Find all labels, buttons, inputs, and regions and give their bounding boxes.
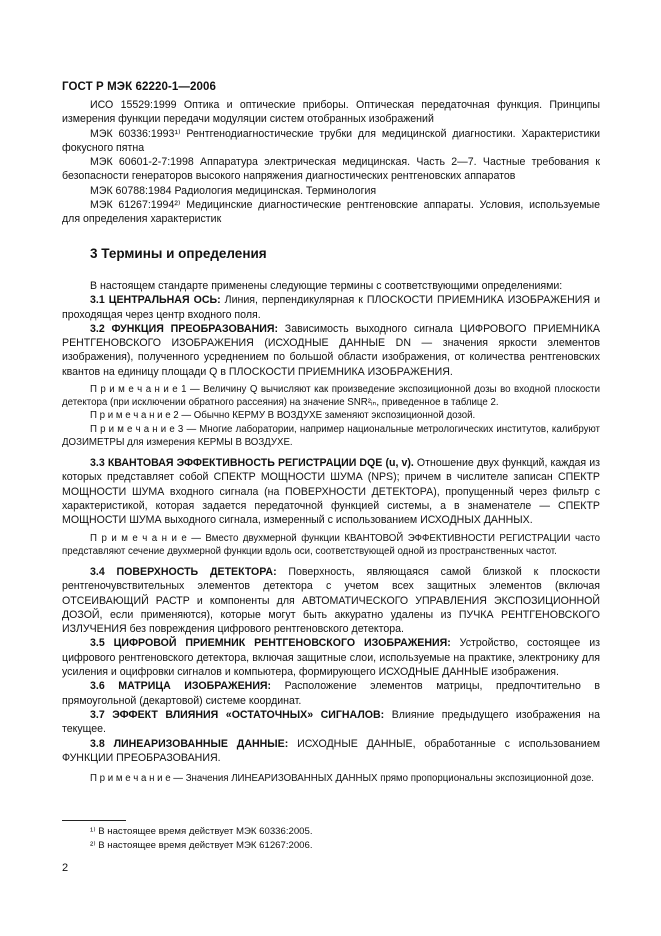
term-3-1 bbox=[62, 293, 600, 322]
term-definition: Влияние предыдущего изображения на текущее. bbox=[62, 708, 600, 736]
term-name: 3.7 ЭФФЕКТ ВЛИЯНИЯ «ОСТАТОЧНЫХ» СИГНАЛОВ: bbox=[90, 708, 385, 721]
footnote: ²⁾ В настоящее время действует МЭК 61267:2006. bbox=[90, 840, 313, 851]
term-3-3 bbox=[62, 456, 600, 527]
term-3-5 bbox=[62, 636, 600, 679]
term-name: 3.5 ЦИФРОВОЙ ПРИЕМНИК РЕНТГЕНОВСКОГО ИЗОБРАЖЕНИЯ: bbox=[90, 637, 451, 650]
term-name: 3.1 ЦЕНТРАЛЬНАЯ ОСЬ: bbox=[90, 294, 221, 307]
term-definition: Устройство, состоящее из цифрового рентгеновского детектора, включая защитные слои, используемые на практике, электронику для усиления и оцифровки сигналов и компьютера, формирующего ИСХОДНЫЕ ДАННЫЕ изображения. bbox=[62, 637, 600, 679]
page-number: 2 bbox=[62, 862, 69, 874]
term-name: 3.4 ПОВЕРХНОСТЬ ДЕТЕКТОРА: bbox=[90, 565, 277, 578]
note: П р и м е ч а н и е 1 — Величину Q вычисляют как произведение экспозиционной дозы во входной плоскости детектора (при исключении обратного рассеяния) на значение SNR²ᵢₙ, приведенное в таблице 2. bbox=[62, 384, 600, 409]
intro-paragraph: В настоящем стандарте применены следующие термины с соответствующими определениями: bbox=[90, 280, 563, 292]
term-definition: Зависимость выходного сигнала ЦИФРОВОГО ПРИЕМНИКА РЕНТГЕНОВСКОГО ИЗОБРАЖЕНИЯ (ИСХОДНЫЕ ДАННЫЕ DN — значения яркости элементов изображения), полученного усреднением по большой области изображения, от количества рентгеновских квантов на единицу площади Q в ПЛОСКОСТИ ПРИЕМНИКА ИЗОБРАЖЕНИЯ. bbox=[62, 322, 600, 378]
note: П р и м е ч а н и е 3 — Многие лаборатории, например национальные метрологических институтов, калибруют ДОЗИМЕТРЫ для измерения КЕРМЫ В ВОЗДУХЕ. bbox=[62, 423, 600, 448]
footnote: ¹⁾ В настоящее время действует МЭК 60336:2005. bbox=[90, 826, 313, 837]
term-definition: Отношение двух функций, каждая из которых представляет собой СПЕКТР МОЩНОСТИ ШУМА (NPS); причем в числителе записан СПЕКТР МОЩНОСТИ ШУМА входного сигнала (на ПОВЕРХНОСТИ ДЕТЕКТОРА), пропущенный через фильтр с характеристикой, которая задается передаточной функцией системы, а в знаменателе — СПЕКТР МОЩНОСТИ ШУМА выходного сигнала, измеренный с использованием ИСХОДНЫХ ДАННЫХ. bbox=[62, 457, 600, 527]
term-name: 3.2 ФУНКЦИЯ ПРЕОБРАЗОВАНИЯ: bbox=[90, 322, 278, 335]
term-3-7 bbox=[62, 708, 600, 737]
references-list bbox=[62, 98, 600, 227]
section-title: 3 Термины и определения bbox=[90, 246, 267, 261]
definitions-body bbox=[62, 279, 600, 785]
term-name: 3.8 ЛИНЕАРИЗОВАННЫЕ ДАННЫЕ: bbox=[90, 737, 289, 750]
note: П р и м е ч а н и е — Вместо двухмерной функции КВАНТОВОЙ ЭФФЕКТИВНОСТИ РЕГИСТРАЦИИ часто представляют сечение двухмерной функции вдоль оси, соответствующей одной из пространственных частот. bbox=[62, 532, 600, 557]
term-3-4 bbox=[62, 565, 600, 636]
reference-item: МЭК 61267:1994²⁾ Медицинские диагностические рентгеновские аппараты. Условия, используемые для определения характеристик bbox=[62, 199, 600, 226]
term-definition: ИСХОДНЫЕ ДАННЫЕ, обработанные с использованием ФУНКЦИИ ПРЕОБРАЗОВАНИЯ. bbox=[62, 737, 601, 764]
term-3-2 bbox=[62, 322, 600, 379]
reference-item: МЭК 60336:1993¹⁾ Рентгенодиагностические трубки для медицинской диагностики. Характеристики фокусного пятна bbox=[62, 127, 600, 154]
term-definition: Линия, перпендикулярная к ПЛОСКОСТИ ПРИЕМНИКА ИЗОБРАЖЕНИЯ и проходящая через центр входного поля. bbox=[62, 294, 600, 321]
term-name: 3.3 КВАНТОВАЯ ЭФФЕКТИВНОСТЬ РЕГИСТРАЦИИ DQE (u, v). bbox=[90, 457, 414, 470]
term-definition: Расположение элементов матрицы, предпочтительно в прямоугольной (декартовой) системе координат. bbox=[62, 680, 600, 707]
term-name: 3.6 МАТРИЦА ИЗОБРАЖЕНИЯ: bbox=[90, 680, 272, 693]
term-3-6 bbox=[62, 679, 600, 708]
reference-item: МЭК 60788:1984 Радиология медицинская. Терминология bbox=[90, 184, 377, 197]
note: П р и м е ч а н и е 2 — Обычно КЕРМУ В ВОЗДУХЕ заменяют экспозиционной дозой. bbox=[90, 410, 476, 422]
document-header: ГОСТ Р МЭК 62220-1—2006 bbox=[62, 81, 216, 93]
reference-item: ИСО 15529:1999 Оптика и оптические приборы. Оптическая передаточная функция. Принципы измерения функции передачи модуляции систем отобранных изображений bbox=[62, 99, 600, 126]
footnote-divider bbox=[62, 820, 126, 821]
term-definition: Поверхность, являющаяся самой близкой к плоскости рентгеночувствительных элементов детектора с учетом всех защитных элементов (включая ОТСЕИВАЮЩИЙ РАСТР и компоненты для АВТОМАТИЧЕСКОГО УПРАВЛЕНИЯ ЭКСПОЗИЦИОННОЙ ДОЗОЙ, если применяются), которые могут быть аккуратно удалены из ПУЧКА РЕНТГЕНОВСКОГО ИЗЛУЧЕНИЯ без повреждения цифрового рентгеновского детектора. bbox=[62, 565, 600, 636]
term-3-8 bbox=[62, 737, 600, 766]
reference-item: МЭК 60601-2-7:1998 Аппаратура электрическая медицинская. Часть 2—7. Частные требования к безопасности генераторов высокого напряжения диагностических рентгеновских аппаратов bbox=[62, 156, 600, 183]
note: П р и м е ч а н и е — Значения ЛИНЕАРИЗОВАННЫХ ДАННЫХ прямо пропорциональны экспозиционной дозе. bbox=[90, 773, 594, 785]
